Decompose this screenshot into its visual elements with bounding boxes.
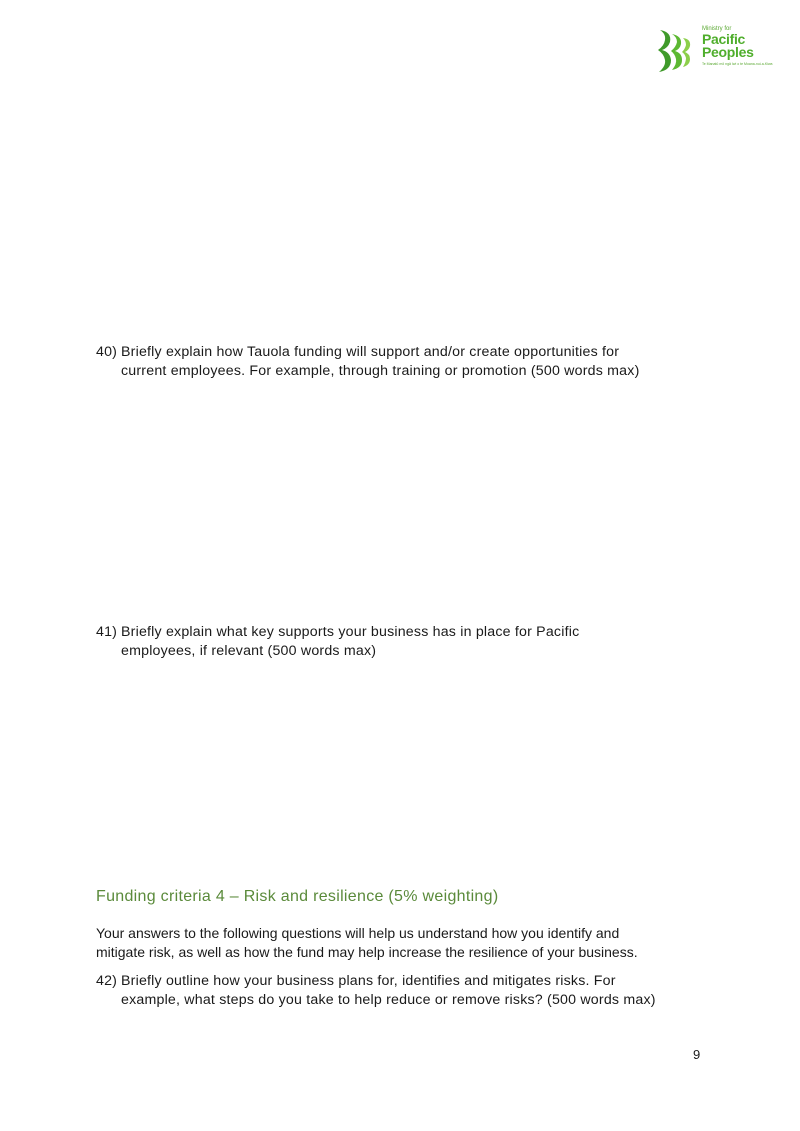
logo-small-text: Ministry for (702, 26, 732, 32)
section-heading: Funding criteria 4 – Risk and resilience (5% weighting) (96, 888, 499, 905)
intro-line2: mitigate risk, as well as how the fund may help increase the resilience of your business. (96, 944, 638, 960)
intro-line1: Your answers to the following questions will help us understand how you identify and (96, 925, 620, 941)
question-41 (96, 623, 696, 661)
logo-line2: Peoples (702, 44, 754, 60)
question-42 (96, 972, 696, 1010)
question-40 (96, 343, 696, 381)
page-number: 9 (693, 1047, 701, 1062)
ministry-logo (656, 24, 773, 76)
section-intro (96, 924, 716, 962)
ministry-logo-icon (656, 26, 700, 74)
question-text-line1: Briefly explain what key supports your business has in place for Pacific (121, 624, 580, 640)
question-number: 41) (96, 624, 118, 640)
logo-tagline: Te Manatū mō ngā Iwi o te Moana-nui-a-Kiwa (702, 62, 773, 66)
question-number: 42) (96, 973, 118, 989)
logo-line1: Pacific (702, 31, 746, 47)
question-text-line1: Briefly outline how your business plans for, identifies and mitigates risks. For (121, 973, 616, 989)
question-text-line2: employees, if relevant (500 words max) (121, 643, 377, 659)
question-text-line2: example, what steps do you take to help reduce or remove risks? (500 words max) (121, 992, 656, 1008)
question-text-line2: current employees. For example, through training or promotion (500 words max) (121, 363, 640, 379)
question-text-line1: Briefly explain how Tauola funding will support and/or create opportunities for (121, 344, 620, 360)
question-number: 40) (96, 344, 118, 360)
